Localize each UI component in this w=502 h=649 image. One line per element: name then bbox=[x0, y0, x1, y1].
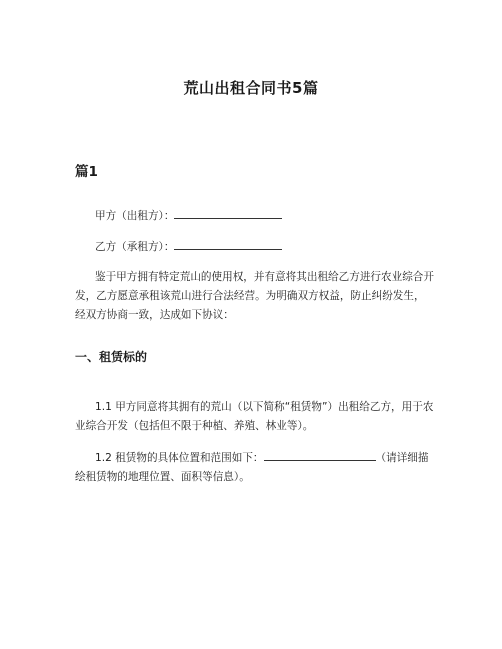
party-a-label: 甲方（出租方）： bbox=[95, 210, 175, 222]
clause-1-2 bbox=[75, 449, 435, 487]
party-b-label: 乙方（承租方）： bbox=[95, 241, 175, 253]
preamble-paragraph: 鉴于甲方拥有特定荒山的使用权，并有意将其出租给乙方进行农业综合开发，乙方愿意承租该荒山进行合法经营。为明确双方权益，防止纠纷发生，经双方协商一致，达成如下协议： bbox=[75, 271, 434, 321]
clause-1-1: 1.1 甲方同意将其拥有的荒山（以下简称“租赁物”）出租给乙方，用于农业综合开发（包括但不限于种植、养殖、林业等）。 bbox=[75, 401, 434, 432]
location-blank bbox=[264, 449, 376, 461]
clause-1-2-text: 1.2 租赁物的具体位置和范围如下： bbox=[95, 452, 264, 464]
clause-1-2-note: （请详细描绘租赁物的地理位置、面积等信息）。 bbox=[75, 452, 429, 483]
party-b-blank bbox=[174, 238, 282, 250]
party-b-line bbox=[75, 238, 435, 257]
party-a-blank bbox=[174, 207, 282, 219]
document-title: 荒山出租合同书5篇 bbox=[183, 79, 319, 97]
part-heading: 篇1 bbox=[75, 164, 98, 180]
section-heading: 一、租赁标的 bbox=[75, 350, 148, 364]
party-a-line bbox=[75, 207, 435, 226]
